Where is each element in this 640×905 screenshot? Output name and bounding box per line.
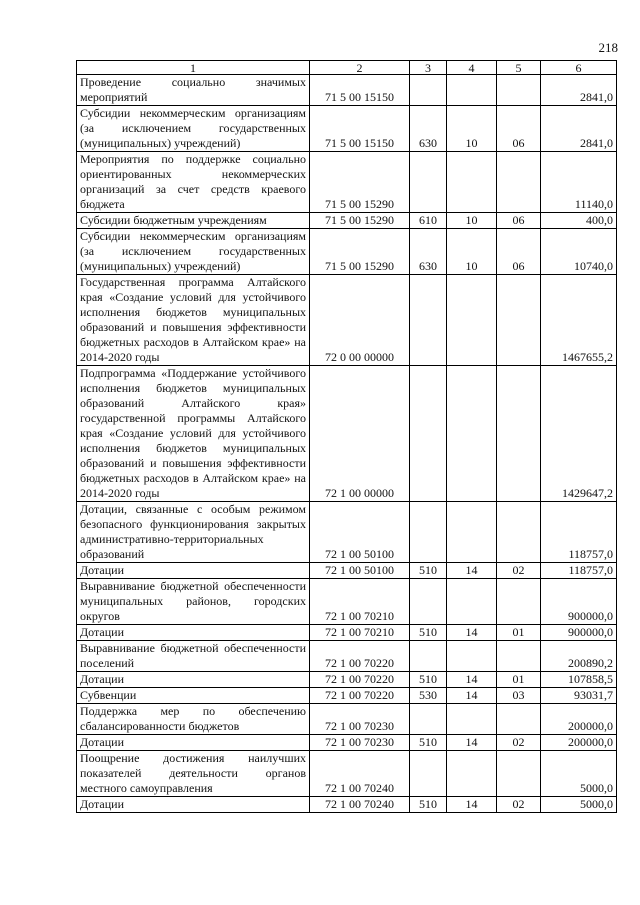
- row-sum: 5000,0: [541, 751, 617, 797]
- row-pr: [497, 152, 541, 213]
- row-code: 72 1 00 70240: [310, 797, 410, 813]
- row-code: 72 1 00 70210: [310, 625, 410, 641]
- row-pr: [497, 502, 541, 563]
- row-pr: 01: [497, 672, 541, 688]
- row-name: Государственная программа Алтайского края «Создание условий для устойчивого исполнения бюджетов муниципальных образований и повышения эффективности бюджетных расходов в Алтайском крае» на 2014-2020 годы: [77, 275, 310, 366]
- row-rz: [447, 152, 497, 213]
- row-rz: 14: [447, 563, 497, 579]
- row-name: Субвенции: [77, 688, 310, 704]
- row-code: 71 5 00 15290: [310, 152, 410, 213]
- table-row: [77, 275, 617, 366]
- row-vr: [410, 75, 447, 106]
- row-sum: 118757,0: [541, 563, 617, 579]
- row-name: Выравнивание бюджетной обеспеченности поселений: [77, 641, 310, 672]
- row-code: 72 1 00 70210: [310, 579, 410, 625]
- row-pr: [497, 75, 541, 106]
- row-code: 72 1 00 70240: [310, 751, 410, 797]
- row-rz: [447, 704, 497, 735]
- row-name: Поддержка мер по обеспечению сбалансированности бюджетов: [77, 704, 310, 735]
- row-sum: 5000,0: [541, 797, 617, 813]
- row-rz: [447, 275, 497, 366]
- row-code: 71 5 00 15150: [310, 106, 410, 152]
- row-vr: 510: [410, 563, 447, 579]
- row-pr: [497, 579, 541, 625]
- row-name: Проведение социально значимых мероприятий: [77, 75, 310, 106]
- row-pr: 02: [497, 563, 541, 579]
- row-vr: [410, 366, 447, 502]
- row-vr: 510: [410, 797, 447, 813]
- row-rz: 14: [447, 735, 497, 751]
- row-rz: 10: [447, 229, 497, 275]
- row-rz: [447, 579, 497, 625]
- row-code: 72 1 00 70230: [310, 735, 410, 751]
- row-name: Дотации: [77, 563, 310, 579]
- table-row: [77, 751, 617, 797]
- row-name: Выравнивание бюджетной обеспеченности муниципальных районов, городских округов: [77, 579, 310, 625]
- row-vr: [410, 641, 447, 672]
- row-code: 72 1 00 70220: [310, 672, 410, 688]
- row-pr: 06: [497, 106, 541, 152]
- row-name: Поощрение достижения наилучших показателей деятельности органов местного самоуправления: [77, 751, 310, 797]
- row-pr: [497, 366, 541, 502]
- row-sum: 400,0: [541, 213, 617, 229]
- row-rz: [447, 75, 497, 106]
- row-name: Дотации: [77, 797, 310, 813]
- row-code: 71 5 00 15290: [310, 213, 410, 229]
- row-vr: [410, 751, 447, 797]
- row-rz: 14: [447, 688, 497, 704]
- row-name: Дотации: [77, 625, 310, 641]
- row-pr: 02: [497, 797, 541, 813]
- row-code: 71 5 00 15150: [310, 75, 410, 106]
- row-pr: [497, 275, 541, 366]
- header-col-5: 5: [497, 61, 541, 75]
- row-code: 72 0 00 00000: [310, 275, 410, 366]
- budget-table: [76, 60, 617, 813]
- row-code: 71 5 00 15290: [310, 229, 410, 275]
- row-name: Мероприятия по поддержке социально ориентированных некоммерческих организаций за счет средств краевого бюджета: [77, 152, 310, 213]
- header-col-3: 3: [410, 61, 447, 75]
- row-pr: 02: [497, 735, 541, 751]
- table-row: [77, 502, 617, 563]
- row-code: 72 1 00 70230: [310, 704, 410, 735]
- row-vr: 630: [410, 106, 447, 152]
- row-rz: [447, 641, 497, 672]
- row-rz: 10: [447, 213, 497, 229]
- row-pr: [497, 751, 541, 797]
- table-row: [77, 672, 617, 688]
- row-code: 72 1 00 70220: [310, 641, 410, 672]
- row-sum: 2841,0: [541, 75, 617, 106]
- row-sum: 118757,0: [541, 502, 617, 563]
- row-sum: 200000,0: [541, 704, 617, 735]
- row-sum: 900000,0: [541, 579, 617, 625]
- header-col-1: 1: [77, 61, 310, 75]
- row-vr: [410, 275, 447, 366]
- row-code: 72 1 00 50100: [310, 502, 410, 563]
- table-row: [77, 735, 617, 751]
- row-vr: [410, 704, 447, 735]
- table-row: [77, 213, 617, 229]
- row-pr: 06: [497, 213, 541, 229]
- row-rz: 14: [447, 672, 497, 688]
- table-row: [77, 625, 617, 641]
- row-pr: 03: [497, 688, 541, 704]
- row-rz: [447, 502, 497, 563]
- row-sum: 1467655,2: [541, 275, 617, 366]
- row-vr: 530: [410, 688, 447, 704]
- row-code: 72 1 00 00000: [310, 366, 410, 502]
- table-row: [77, 641, 617, 672]
- header-col-4: 4: [447, 61, 497, 75]
- header-col-2: 2: [310, 61, 410, 75]
- table-row: [77, 75, 617, 106]
- table-row: [77, 797, 617, 813]
- row-vr: 510: [410, 735, 447, 751]
- row-vr: 510: [410, 672, 447, 688]
- table-row: [77, 704, 617, 735]
- row-pr: 06: [497, 229, 541, 275]
- row-name: Подпрограмма «Поддержание устойчивого исполнения бюджетов муниципальных образований Алтайского края» государственной программы Алтайского края «Создание условий для устойчивого исполнения бюджетов муниципальных образований и повышения эффективности бюджетных расходов в Алтайском крае» на 2014-2020 годы: [77, 366, 310, 502]
- row-name: Дотации: [77, 735, 310, 751]
- row-name: Субсидии некоммерческим организациям (за исключением государственных (муниципальных) учреждений): [77, 106, 310, 152]
- row-vr: [410, 502, 447, 563]
- row-pr: [497, 704, 541, 735]
- row-rz: 14: [447, 797, 497, 813]
- row-sum: 2841,0: [541, 106, 617, 152]
- row-sum: 11140,0: [541, 152, 617, 213]
- row-name: Дотации: [77, 672, 310, 688]
- page-number: 218: [598, 40, 618, 55]
- table-body: [77, 75, 617, 813]
- table-row: [77, 229, 617, 275]
- table-row: [77, 688, 617, 704]
- row-sum: 10740,0: [541, 229, 617, 275]
- row-pr: 01: [497, 625, 541, 641]
- table-row: [77, 366, 617, 502]
- header-row: [77, 61, 617, 75]
- row-sum: 900000,0: [541, 625, 617, 641]
- row-vr: 610: [410, 213, 447, 229]
- row-rz: [447, 751, 497, 797]
- row-sum: 200000,0: [541, 735, 617, 751]
- table-row: [77, 106, 617, 152]
- row-sum: 1429647,2: [541, 366, 617, 502]
- table-row: [77, 579, 617, 625]
- row-sum: 93031,7: [541, 688, 617, 704]
- row-code: 72 1 00 70220: [310, 688, 410, 704]
- row-rz: 14: [447, 625, 497, 641]
- row-vr: [410, 579, 447, 625]
- table-row: [77, 563, 617, 579]
- row-rz: [447, 366, 497, 502]
- row-rz: 10: [447, 106, 497, 152]
- row-code: 72 1 00 50100: [310, 563, 410, 579]
- row-name: Субсидии некоммерческим организациям (за исключением государственных (муниципальных) учреждений): [77, 229, 310, 275]
- row-sum: 200890,2: [541, 641, 617, 672]
- row-pr: [497, 641, 541, 672]
- row-vr: 630: [410, 229, 447, 275]
- table-row: [77, 152, 617, 213]
- row-name: Субсидии бюджетным учреждениям: [77, 213, 310, 229]
- row-vr: [410, 152, 447, 213]
- row-vr: 510: [410, 625, 447, 641]
- row-name: Дотации, связанные с особым режимом безопасного функционирования закрытых административно-территориальных образований: [77, 502, 310, 563]
- row-sum: 107858,5: [541, 672, 617, 688]
- table-header: [77, 61, 617, 75]
- header-col-6: 6: [541, 61, 617, 75]
